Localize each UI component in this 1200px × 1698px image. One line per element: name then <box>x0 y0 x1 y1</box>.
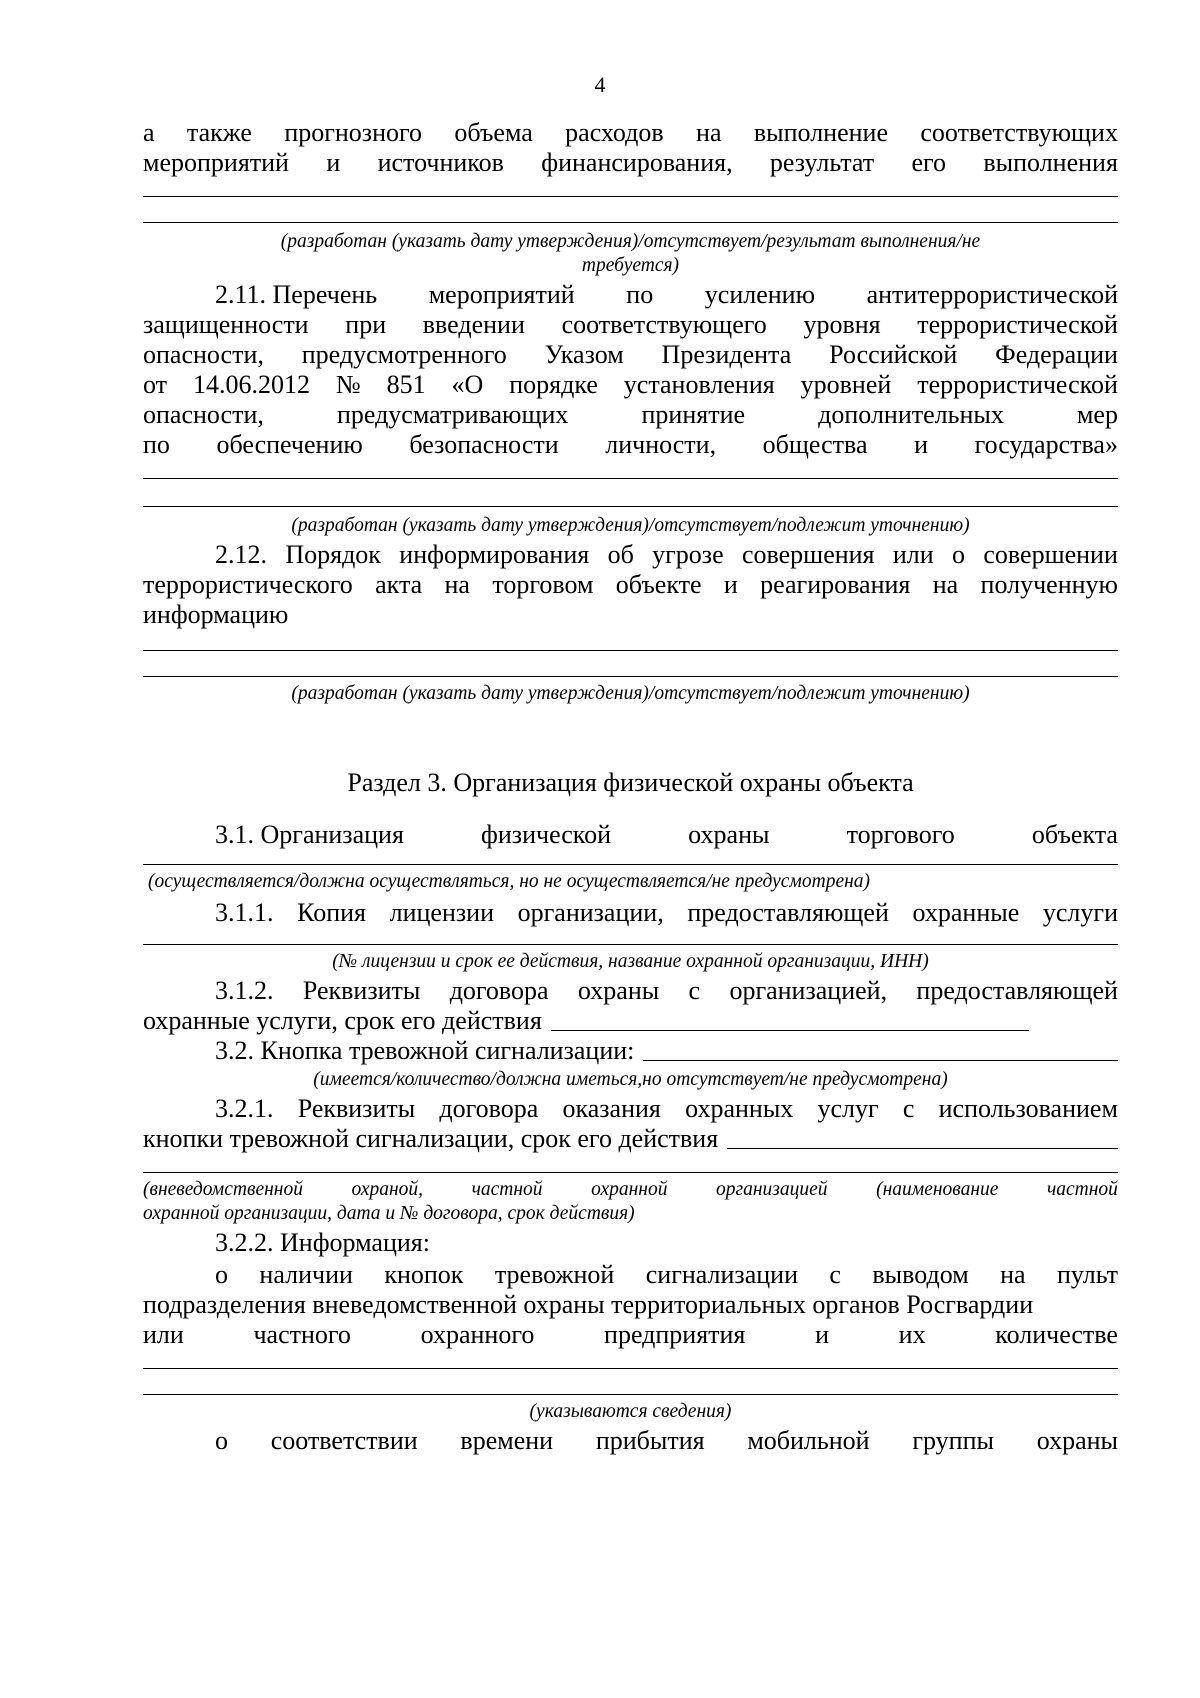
word: и <box>914 430 928 459</box>
word: договора <box>449 976 549 1005</box>
text-line: охранные услуги, срок его действия <box>143 1006 1118 1036</box>
word: и <box>326 148 341 177</box>
word: расходов <box>565 118 664 147</box>
word: охраной, <box>351 1179 424 1200</box>
word: частного <box>253 1320 351 1349</box>
hint-text: (осуществляется/должна осуществляться, но не осуществляется/не предусмотрена) <box>148 871 871 892</box>
text-line <box>215 1260 1118 1290</box>
word: охраны <box>688 820 770 849</box>
word: по <box>626 280 654 309</box>
hint-text <box>143 1178 1118 1201</box>
text-line: 3.2.2. Информация: <box>215 1228 430 1257</box>
word: антитеррористической <box>866 280 1118 309</box>
word: источников <box>377 148 504 177</box>
word: прогнозного <box>284 118 423 147</box>
word: установления <box>623 370 775 399</box>
blank-line <box>143 676 1118 677</box>
word: личности, <box>605 430 717 459</box>
word: Президента <box>661 340 792 369</box>
word: частной <box>1046 1179 1118 1200</box>
text-line: кнопки тревожной сигнализации, срок его действия <box>143 1124 1118 1154</box>
blank-line <box>143 1394 1118 1395</box>
word: на <box>932 570 959 599</box>
hint-text: (разработан (указать дату утверждения)/отсутствует/подлежит уточнению) <box>291 683 970 704</box>
blank-line <box>143 944 1118 945</box>
word: (вневедомственной <box>143 1179 303 1200</box>
word: предоставляющей <box>916 976 1118 1005</box>
word: лицензии <box>389 898 494 927</box>
hint-text: (разработан (указать дату утверждения)/отсутствует/результат выполнения/не <box>280 231 981 252</box>
word: с <box>829 1260 841 1289</box>
blank-line <box>143 650 1118 651</box>
word: предприятия <box>604 1320 746 1349</box>
word: мер <box>1076 400 1118 429</box>
word: «О <box>451 370 484 399</box>
word: организации, <box>517 898 664 927</box>
word: о <box>215 1260 228 1289</box>
text-line <box>143 400 1118 430</box>
text-line <box>215 898 1118 928</box>
text-line <box>143 148 1118 178</box>
word: на <box>696 118 722 147</box>
word: от <box>143 370 168 399</box>
word: объема <box>454 118 533 147</box>
blank-field <box>551 1006 1029 1031</box>
hint-text: требуется) <box>581 255 680 276</box>
word: Указом <box>544 340 624 369</box>
text-line <box>215 1094 1118 1124</box>
word: акта <box>375 570 423 599</box>
blank-field <box>727 1124 1118 1149</box>
word: мероприятий <box>143 148 289 177</box>
word: Порядок <box>285 540 381 569</box>
hint-text: (указываются сведения) <box>529 1401 732 1422</box>
word: уровня <box>803 310 881 339</box>
word: на <box>1000 1260 1026 1289</box>
word: 3.1.1. <box>215 898 274 927</box>
word: принятие <box>641 400 746 429</box>
word: опасности, <box>143 340 264 369</box>
word: № <box>335 370 361 399</box>
word: пульт <box>1056 1260 1118 1289</box>
word: предусмотренного <box>301 340 507 369</box>
word: объекте <box>615 570 702 599</box>
word: мероприятий <box>428 280 575 309</box>
word: порядке <box>509 370 598 399</box>
word: Копия <box>297 898 366 927</box>
word: при <box>345 310 387 339</box>
word: прибытия <box>595 1426 705 1455</box>
word: охранные <box>912 898 1020 927</box>
word: организацией, <box>729 976 888 1005</box>
word: оказания <box>562 1094 661 1123</box>
word: физической <box>481 820 612 849</box>
word: выполнение <box>753 118 889 147</box>
text-line <box>143 310 1118 340</box>
word: охранной <box>591 1179 668 1200</box>
text-line <box>215 820 1118 850</box>
text-line <box>143 1320 1118 1350</box>
blank-line <box>143 1172 1118 1173</box>
word: по <box>143 430 170 459</box>
text-line <box>215 540 1118 570</box>
word: торгового <box>846 820 955 849</box>
word: выполнения <box>983 148 1118 177</box>
text-line: информацию <box>143 600 289 629</box>
word: 14.06.2012 <box>192 370 310 399</box>
word: и <box>815 1320 829 1349</box>
word: кнопок <box>384 1260 464 1289</box>
word: услуг <box>817 1094 879 1123</box>
word: организацией <box>716 1179 828 1200</box>
word: 3.1.2. <box>215 976 274 1005</box>
word: защищенности <box>143 310 309 339</box>
word: охраны <box>1036 1426 1118 1455</box>
section-title: Раздел 3. Организация физической охраны объекта <box>347 768 914 797</box>
text-line <box>215 1426 1118 1456</box>
word: реагирования <box>760 570 911 599</box>
text-line <box>143 118 1118 148</box>
word: 3.2.1. <box>215 1094 274 1123</box>
word: обеспечению <box>216 430 363 459</box>
word: информирования <box>399 540 590 569</box>
blank-line <box>143 864 1118 865</box>
word: террористической <box>917 310 1118 339</box>
word: финансирования, <box>541 148 733 177</box>
text-line <box>143 370 1118 400</box>
blank-field <box>643 1036 1118 1061</box>
text-line: 3.2. Кнопка тревожной сигнализации: <box>215 1036 1118 1066</box>
blank-line <box>143 222 1118 223</box>
word: совершении <box>983 540 1118 569</box>
word: их <box>898 1320 926 1349</box>
word: соответствующих <box>920 118 1118 147</box>
word: с <box>688 976 701 1005</box>
word: 851 <box>386 370 426 399</box>
word: объекта <box>1031 820 1118 849</box>
word: соответствии <box>270 1426 418 1455</box>
word: использованием <box>938 1094 1118 1123</box>
word: Федерации <box>995 340 1118 369</box>
word: частной <box>471 1179 543 1200</box>
word: количестве <box>995 1320 1118 1349</box>
word: договора <box>439 1094 539 1123</box>
word: Реквизиты <box>297 1094 416 1123</box>
word: результат <box>769 148 875 177</box>
hint-text: охранной организации, дата и № договора, срок действия) <box>143 1203 635 1224</box>
word: и <box>723 570 738 599</box>
page-number: 4 <box>594 72 606 97</box>
word: а <box>143 118 155 147</box>
word: времени <box>460 1426 554 1455</box>
word: угрозе <box>652 540 724 569</box>
word: 2.12. <box>215 540 267 569</box>
word: совершения <box>741 540 875 569</box>
word: террористического <box>143 570 353 599</box>
text-line <box>215 280 1118 310</box>
word: усилению <box>704 280 816 309</box>
word: мобильной <box>747 1426 870 1455</box>
hint-text: (№ лицензии и срок ее действия, название охранной организации, ИНН) <box>332 951 929 972</box>
word: предоставляющей <box>687 898 889 927</box>
word: Реквизиты <box>302 976 421 1005</box>
word: торговом <box>492 570 594 599</box>
word: общества <box>762 430 868 459</box>
word: предусматривающих <box>336 400 569 429</box>
word: выводом <box>872 1260 969 1289</box>
word: уровней <box>800 370 892 399</box>
word: охранных <box>685 1094 794 1123</box>
text-line <box>143 430 1118 460</box>
word: (наименование <box>876 1179 999 1200</box>
text-line <box>215 976 1118 1006</box>
word: дополнительных <box>818 400 1004 429</box>
word: об <box>607 540 634 569</box>
word: Российской <box>829 340 958 369</box>
word: тревожной <box>494 1260 615 1289</box>
blank-line <box>143 478 1118 479</box>
word: террористической <box>917 370 1118 399</box>
word: сигнализации <box>645 1260 798 1289</box>
word: охраны <box>577 976 660 1005</box>
word: 2.11. Перечень <box>215 280 378 309</box>
word: наличии <box>259 1260 353 1289</box>
text-line: подразделения вневедомственной охраны территориальных органов Росгвардии <box>143 1290 1034 1319</box>
blank-line <box>143 1368 1118 1369</box>
word: охранного <box>420 1320 535 1349</box>
hint-text: (имеется/количество/должна иметься,но отсутствует/не предусмотрена) <box>313 1069 948 1090</box>
word: о <box>952 540 966 569</box>
word: опасности, <box>143 400 264 429</box>
word: соответствующего <box>561 310 767 339</box>
word: полученную <box>980 570 1118 599</box>
word: 3.1. Организация <box>215 820 404 849</box>
word: также <box>186 118 252 147</box>
word: или <box>892 540 934 569</box>
word: безопасности <box>409 430 559 459</box>
word: на <box>444 570 470 599</box>
word: группы <box>912 1426 994 1455</box>
word: введении <box>422 310 525 339</box>
word: его <box>911 148 947 177</box>
word: с <box>902 1094 915 1123</box>
word: услуги <box>1042 898 1118 927</box>
word: или <box>143 1320 184 1349</box>
word: государства» <box>974 430 1118 459</box>
text-line <box>143 340 1118 370</box>
text-line <box>143 570 1118 600</box>
blank-line <box>143 506 1118 507</box>
hint-text: (разработан (указать дату утверждения)/отсутствует/подлежит уточнению) <box>291 515 970 536</box>
word: о <box>215 1426 228 1455</box>
blank-line <box>143 196 1118 197</box>
